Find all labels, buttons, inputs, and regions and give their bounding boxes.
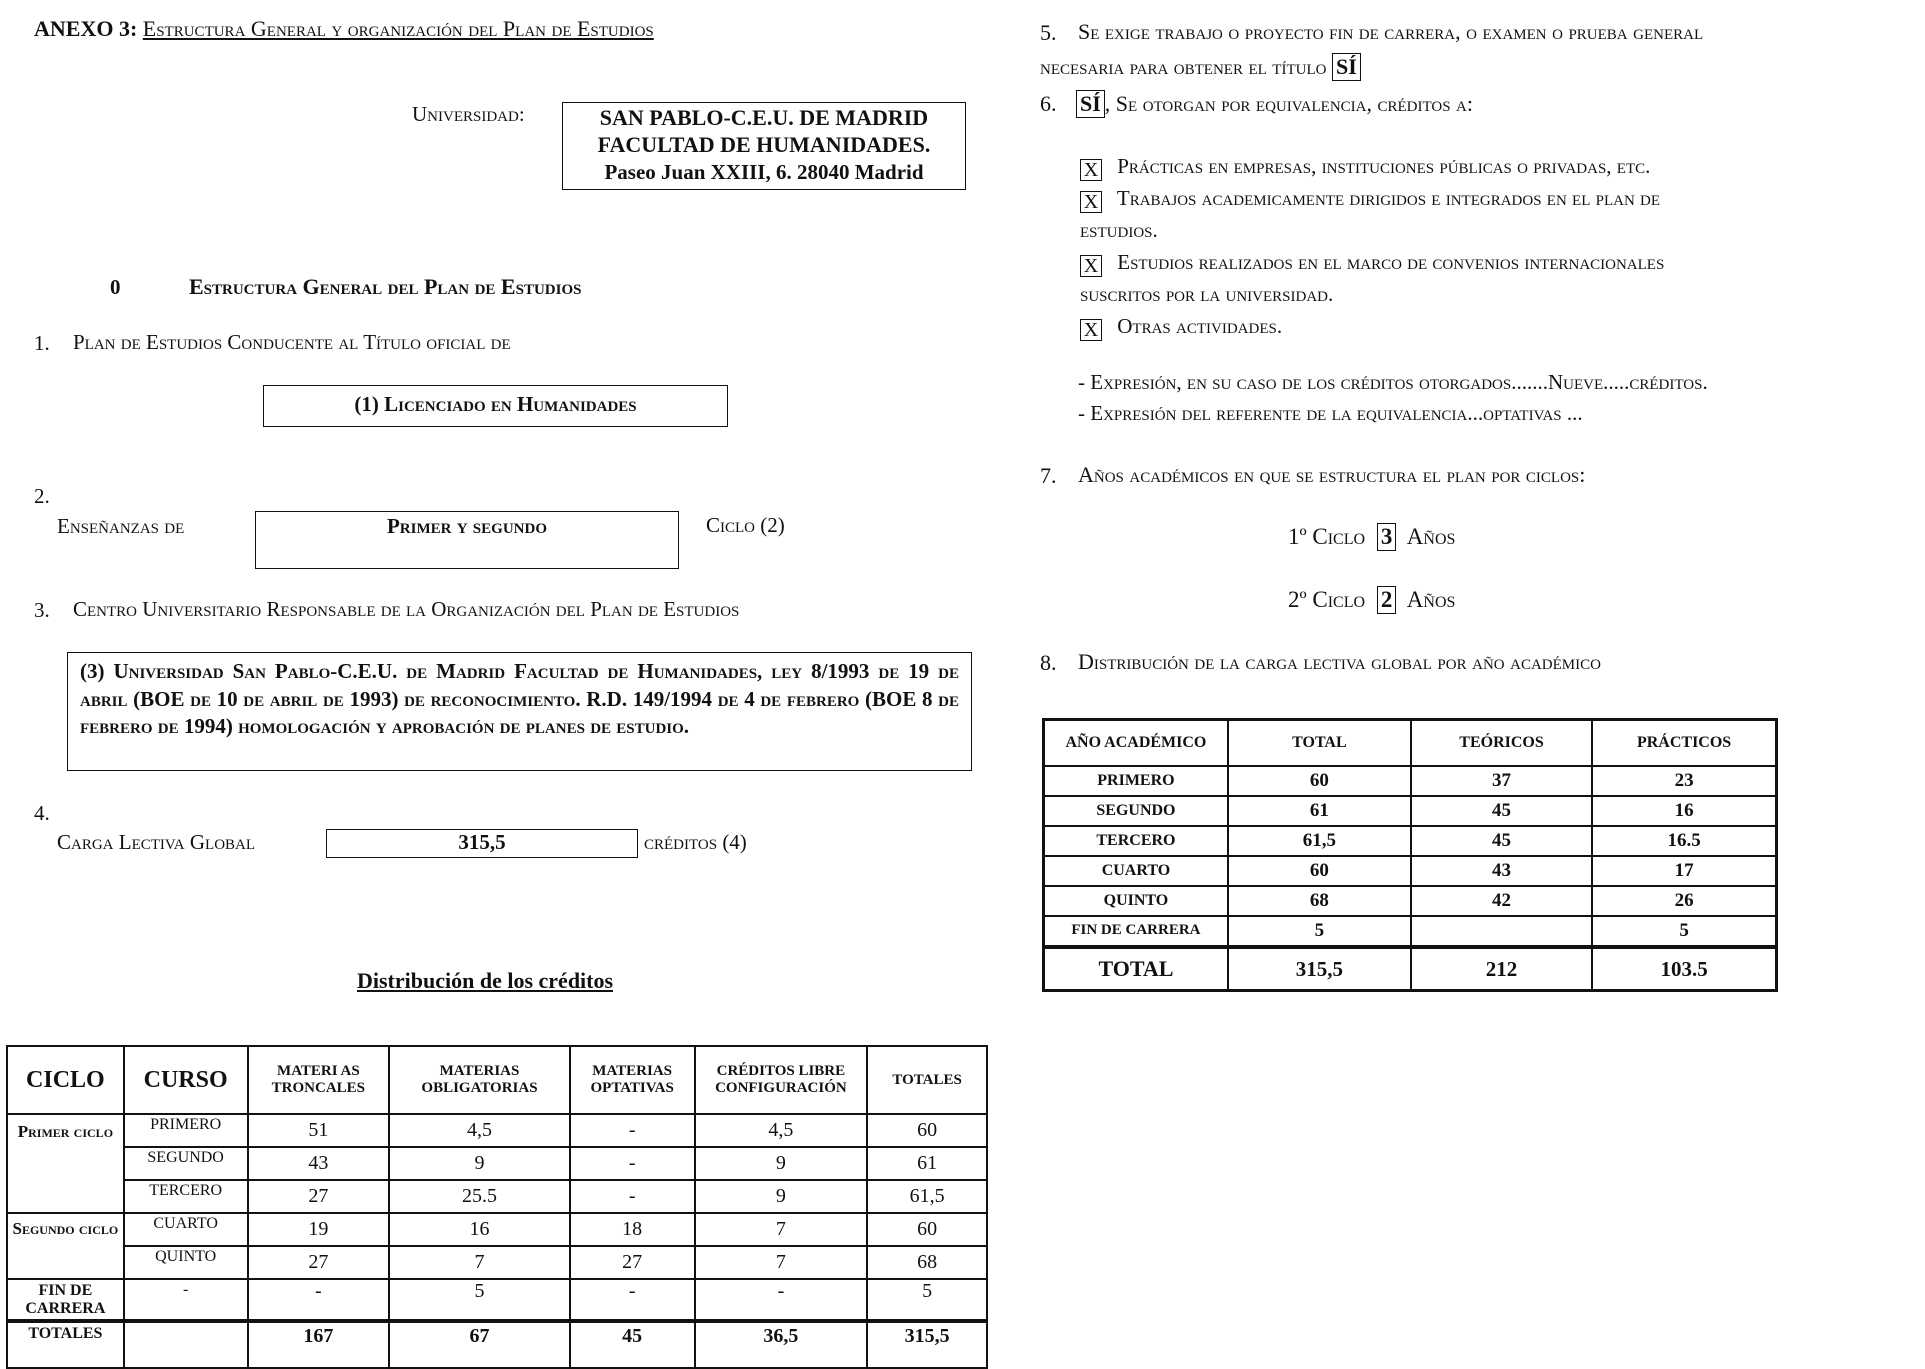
header-ano-academico: AÑO ACADÉMICO <box>1044 720 1228 767</box>
teoricos-cell: 37 <box>1411 766 1592 796</box>
equivalence-reference-note: - Expresión del referente de la equivalencia...optativas ... <box>1078 401 1583 425</box>
cycles-box <box>255 511 679 569</box>
option-estudios <box>1080 246 1900 310</box>
item4-number: 4. <box>34 801 50 825</box>
checked-checkbox-icon[interactable]: X <box>1080 191 1102 213</box>
ciclo2-line <box>1288 586 1455 614</box>
ciclo1-line <box>1288 523 1455 551</box>
table-row <box>1044 886 1777 916</box>
practicos-cell: 17 <box>1592 856 1776 886</box>
option-label-cont: estudios. <box>1080 218 1158 242</box>
annex-heading <box>34 16 654 42</box>
troncales-cell: 51 <box>248 1114 390 1147</box>
table-row <box>1044 766 1777 796</box>
teoricos-cell: 42 <box>1411 886 1592 916</box>
ciclo2-label: 2º Ciclo <box>1288 587 1366 612</box>
degree-box <box>263 385 728 427</box>
optativas-cell: - <box>570 1279 695 1321</box>
totales-cell: 60 <box>867 1114 987 1147</box>
year-cell: QUINTO <box>1044 886 1228 916</box>
distribution-title: Distribución de los créditos <box>357 968 614 993</box>
year-cell: CUARTO <box>1044 856 1228 886</box>
totals-libre: 36,5 <box>695 1321 868 1368</box>
practicos-cell: 5 <box>1592 916 1776 947</box>
total-cell: 68 <box>1228 886 1411 916</box>
credits-header-row <box>7 1046 987 1114</box>
totals-label: TOTAL <box>1044 947 1228 991</box>
annual-header-row <box>1044 720 1777 767</box>
global-load-value: 315,5 <box>458 830 506 854</box>
option-label: Estudios realizados en el marco de convenios internacionales <box>1117 250 1665 274</box>
curso-cell: PRIMERO <box>124 1114 248 1147</box>
ciclo1-label: 1º Ciclo <box>1288 524 1366 549</box>
item4-label: Carga Lectiva Global <box>57 830 256 854</box>
troncales-cell: 19 <box>248 1213 390 1246</box>
group-fin-carrera: FIN DE CARRERA <box>7 1279 124 1321</box>
obligatorias-cell: 4,5 <box>389 1114 570 1147</box>
totals-total: 315,5 <box>1228 947 1411 991</box>
item1-text: Plan de Estudios Conducente al Título oficial de <box>73 330 511 354</box>
optativas-cell: - <box>570 1180 695 1213</box>
curso-cell: - <box>124 1279 248 1321</box>
totals-row <box>1044 947 1777 991</box>
table-row <box>7 1213 987 1246</box>
item2-suffix: Ciclo (2) <box>706 513 785 537</box>
item7-number: 7. <box>1040 463 1057 488</box>
totales-cell: 61,5 <box>867 1180 987 1213</box>
table-row <box>1044 796 1777 826</box>
equivalence-answer: SÍ <box>1076 90 1105 118</box>
libre-cell: 9 <box>695 1180 868 1213</box>
totals-obligatorias: 67 <box>389 1321 570 1368</box>
header-totales: TOTALES <box>867 1046 987 1114</box>
practicos-cell: 16 <box>1592 796 1776 826</box>
totales-cell: 61 <box>867 1147 987 1180</box>
curso-cell: SEGUNDO <box>124 1147 248 1180</box>
item3-number: 3. <box>34 598 50 622</box>
libre-cell: 9 <box>695 1147 868 1180</box>
credits-granted-note: - Expresión, en su caso de los créditos otorgados.......Nueve.....créditos. <box>1078 370 1708 394</box>
table-row <box>1044 856 1777 886</box>
item6-number: 6. <box>1040 91 1057 116</box>
table-row <box>7 1114 987 1147</box>
item5-line2-wrap <box>1040 53 1361 81</box>
totals-teoricos: 212 <box>1411 947 1592 991</box>
teoricos-cell <box>1411 916 1592 947</box>
item3-text: Centro Universitario Responsable de la Organización del Plan de Estudios <box>73 597 740 621</box>
totales-cell: 5 <box>867 1279 987 1321</box>
ciclo2-years: 2 <box>1377 586 1397 614</box>
troncales-cell: 27 <box>248 1246 390 1279</box>
libre-cell: 7 <box>695 1246 868 1279</box>
responsible-center-box <box>67 652 972 771</box>
total-cell: 60 <box>1228 856 1411 886</box>
cycles-value: Primer y segundo <box>386 514 547 538</box>
option-label: Otras actividades. <box>1117 314 1283 338</box>
obligatorias-cell: 16 <box>389 1213 570 1246</box>
obligatorias-cell: 7 <box>389 1246 570 1279</box>
item2-number: 2. <box>34 484 50 508</box>
item5-line2: necesaria para obtener el título <box>1040 54 1327 79</box>
degree-title: (1) Licenciado en Humanidades <box>354 392 637 416</box>
university-label: Universidad: <box>412 102 525 126</box>
table-row <box>7 1279 987 1321</box>
table-row <box>1044 916 1777 947</box>
year-cell: FIN DE CARRERA <box>1044 916 1228 947</box>
item5-line1: Se exige trabajo o proyecto fin de carrera, o examen o prueba general <box>1078 19 1704 44</box>
university-faculty: FACULTAD DE HUMANIDADES. <box>597 132 931 157</box>
obligatorias-cell: 25.5 <box>389 1180 570 1213</box>
totals-practicos: 103.5 <box>1592 947 1776 991</box>
option-practicas <box>1080 150 1900 182</box>
totals-totales: 315,5 <box>867 1321 987 1368</box>
totals-label: TOTALES <box>7 1321 124 1368</box>
obligatorias-cell: 5 <box>389 1279 570 1321</box>
ciclo1-years: 3 <box>1377 523 1397 551</box>
university-box <box>562 102 966 190</box>
year-cell: PRIMERO <box>1044 766 1228 796</box>
teoricos-cell: 43 <box>1411 856 1592 886</box>
option-label-cont: suscritos por la universidad. <box>1080 282 1334 306</box>
header-practicos: PRÁCTICOS <box>1592 720 1776 767</box>
table-row <box>1044 826 1777 856</box>
total-cell: 61,5 <box>1228 826 1411 856</box>
item8-number: 8. <box>1040 650 1057 675</box>
header-optativas: MATERIAS OPTATIVAS <box>570 1046 695 1114</box>
practicos-cell: 16.5 <box>1592 826 1776 856</box>
table-row <box>7 1246 987 1279</box>
group-primer-ciclo: Primer ciclo <box>7 1114 124 1213</box>
global-load-box <box>326 829 638 858</box>
optativas-cell: 18 <box>570 1213 695 1246</box>
header-troncales: MATERI AS TRONCALES <box>248 1046 390 1114</box>
section0-title: Estructura General del Plan de Estudios <box>189 274 582 299</box>
total-cell: 60 <box>1228 766 1411 796</box>
header-total: TOTAL <box>1228 720 1411 767</box>
troncales-cell: 43 <box>248 1147 390 1180</box>
totales-cell: 68 <box>867 1246 987 1279</box>
total-cell: 61 <box>1228 796 1411 826</box>
item8-text: Distribución de la carga lectiva global por año académico <box>1078 649 1601 674</box>
header-libre-configuracion: CRÉDITOS LIBRE CONFIGURACIÓN <box>695 1046 868 1114</box>
option-trabajos <box>1080 182 1900 246</box>
ciclo1-unit: Años <box>1406 524 1456 549</box>
checked-checkbox-icon[interactable]: X <box>1080 255 1102 277</box>
option-otras <box>1080 310 1900 342</box>
item1-number: 1. <box>34 331 50 355</box>
practicos-cell: 26 <box>1592 886 1776 916</box>
totals-curso <box>124 1321 248 1368</box>
university-address: Paseo Juan XXIII, 6. 28040 Madrid <box>604 160 924 184</box>
troncales-cell: 27 <box>248 1180 390 1213</box>
teoricos-cell: 45 <box>1411 826 1592 856</box>
obligatorias-cell: 9 <box>389 1147 570 1180</box>
curso-cell: TERCERO <box>124 1180 248 1213</box>
university-name: SAN PABLO-C.E.U. DE MADRID <box>599 105 929 130</box>
title-required-answer: SÍ <box>1332 53 1361 81</box>
year-cell: SEGUNDO <box>1044 796 1228 826</box>
header-curso: CURSO <box>124 1046 248 1114</box>
annual-load-table <box>1042 718 1778 992</box>
item6-text: , Se otorgan por equivalencia, créditos a: <box>1104 91 1473 116</box>
libre-cell: 4,5 <box>695 1114 868 1147</box>
item7-text: Años académicos en que se estructura el plan por ciclos: <box>1078 462 1586 487</box>
total-cell: 5 <box>1228 916 1411 947</box>
table-row <box>7 1180 987 1213</box>
credits-distribution-table <box>6 1045 988 1369</box>
year-cell: TERCERO <box>1044 826 1228 856</box>
item4-suffix: créditos (4) <box>644 830 747 854</box>
troncales-cell: - <box>248 1279 390 1321</box>
libre-cell: - <box>695 1279 868 1321</box>
optativas-cell: - <box>570 1147 695 1180</box>
table-row <box>7 1147 987 1180</box>
responsible-center-text: (3) Universidad San Pablo-C.E.U. de Madrid Facultad de Humanidades, ley 8/1993 de 19 de abril (BOE de 10 de abril de 1993) de reconocimiento. R.D. 149/1994 de 4 de febrero (BOE 8 de febrero de 1994) homologación y aprobación de planes de estudio. <box>80 659 959 738</box>
libre-cell: 7 <box>695 1213 868 1246</box>
totals-row <box>7 1321 987 1368</box>
totals-optativas: 45 <box>570 1321 695 1368</box>
totales-cell: 60 <box>867 1213 987 1246</box>
ciclo2-unit: Años <box>1406 587 1456 612</box>
practicos-cell: 23 <box>1592 766 1776 796</box>
optativas-cell: - <box>570 1114 695 1147</box>
optativas-cell: 27 <box>570 1246 695 1279</box>
item5-number: 5. <box>1040 20 1057 45</box>
header-ciclo: CICLO <box>7 1046 124 1114</box>
option-label: Trabajos academicamente dirigidos e integrados en el plan de <box>1116 186 1661 210</box>
option-label: Prácticas en empresas, instituciones públicas o privadas, etc. <box>1117 154 1651 178</box>
curso-cell: CUARTO <box>124 1213 248 1246</box>
checked-checkbox-icon[interactable]: X <box>1080 159 1102 181</box>
annex-title: Estructura General y organización del Plan de Estudios <box>142 16 654 41</box>
section0-number: 0 <box>110 275 121 299</box>
annex-number: ANEXO 3: <box>34 16 138 41</box>
curso-cell: QUINTO <box>124 1246 248 1279</box>
header-teoricos: TEÓRICOS <box>1411 720 1592 767</box>
header-obligatorias: MATERIAS OBLIGATORIAS <box>389 1046 570 1114</box>
item2-label: Enseñanzas de <box>57 514 185 538</box>
group-segundo-ciclo: Segundo ciclo <box>7 1213 124 1279</box>
item6-heading <box>1076 90 1473 118</box>
equivalence-options <box>1080 150 1900 342</box>
checked-checkbox-icon[interactable]: X <box>1080 319 1102 341</box>
teoricos-cell: 45 <box>1411 796 1592 826</box>
totals-troncales: 167 <box>248 1321 390 1368</box>
